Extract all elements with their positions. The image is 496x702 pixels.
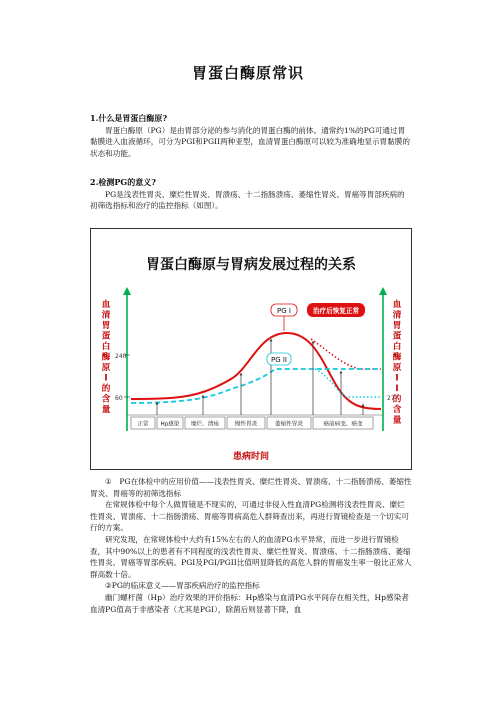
right-axis-glyph: 胃 <box>392 321 402 331</box>
stage-label: 癌前病变、癌变 <box>323 421 363 428</box>
item-2: ②PG的临床意义——胃部疾病治疗的监控指标 <box>105 581 260 591</box>
left-axis-glyph: I <box>104 373 108 384</box>
left-axis-glyph: 含 <box>101 394 111 405</box>
paragraph-3: 幽门螺杆菌（Hp）治疗效果的评价指标：Hp感染与血清PG水平间存在相关性，Hp感染者血清PG值高于非感染者（尤其是PGI），除菌后则显著下降，血 <box>90 592 409 614</box>
right-axis-glyph: 量 <box>392 415 402 426</box>
pg-figure-svg <box>91 229 411 469</box>
tick-27: 27 <box>387 395 395 402</box>
stage-label: 萎缩性胃炎 <box>275 421 303 428</box>
figure-title: 胃蛋白酶原与胃病发展过程的关系 <box>146 257 356 273</box>
left-axis-glyph: 血 <box>101 300 111 310</box>
stage-label: 正常 <box>137 421 149 428</box>
x-axis-label: 患病时间 <box>232 452 270 462</box>
right-axis-glyph: 清 <box>392 310 402 321</box>
left-axis-glyph: 清 <box>101 310 111 321</box>
left-axis-glyph: 量 <box>101 405 111 415</box>
section-1-body: 胃蛋白酶原（PG）是由胃部分泌的参与消化的胃蛋白酶的前体。通常约1%的PG可通过胃黏膜进入血液循环，可分为PGI和PGII两种亚型，血清胃蛋白酶原可以较为准确地显示胃黏膜的状态和功能。 <box>90 125 410 158</box>
section-1 <box>90 113 412 159</box>
pg2-recovery-curve <box>315 369 381 397</box>
paragraph-1: 在常规体检中每个人做胃镜是不现实的，可通过非侵入性血清PG检测将浅表性胃炎、糜烂性胃炎、胃溃疡、十二指肠溃疡、胃癌等胃病高危人群筛查出来，再进行胃镜检查是一个切实可行的方案。 <box>90 500 409 533</box>
recovery-label: 治疗后恢复正常 <box>312 307 360 315</box>
stage-label: 糜烂、溃疡 <box>191 421 219 428</box>
left-axis-glyph: 的 <box>101 384 111 394</box>
right-axis-glyph: 血 <box>392 300 402 310</box>
item-1: ① PG在体检中的应用价值——浅表性胃炎、糜烂性胃炎、胃溃疡、十二指肠溃疡、萎缩性胃炎、胃癌等的初筛选指标 <box>90 477 412 498</box>
page-title: 胃蛋白酶原常识 <box>191 64 304 82</box>
right-axis-glyph: I <box>395 384 399 394</box>
pg1-recovery-curve <box>311 339 381 369</box>
right-axis-label <box>393 298 402 426</box>
section-1-heading: 1.什么是胃蛋白酶原? <box>90 113 168 123</box>
left-axis-glyph: 酶 <box>101 352 111 363</box>
stage-label: 慢性胃炎 <box>234 421 258 428</box>
right-axis-glyph: 的 <box>392 394 402 405</box>
pg2-label: PG II <box>271 356 287 364</box>
left-axis-glyph: 原 <box>101 363 111 373</box>
right-axis-glyph: I <box>395 373 399 384</box>
pg1-label: PG I <box>277 307 291 315</box>
pg1-curve <box>131 333 381 409</box>
stage-boxes <box>131 417 373 429</box>
body-text <box>90 476 412 615</box>
section-2 <box>90 177 412 212</box>
left-axis-glyph: 胃 <box>101 321 111 331</box>
tick-60: 60 <box>115 395 123 402</box>
right-axis-glyph: 酶 <box>392 352 402 363</box>
section-2-body: PG是浅表性胃炎、糜烂性胃炎、胃溃疡、十二指肠溃疡、萎缩性胃炎、胃癌等胃部疾病的初筛选指标和治疗的监控指标（如图）。 <box>90 189 405 211</box>
section-2-heading: 2.检测PG的意义? <box>90 177 156 187</box>
tick-240: 240 <box>115 353 127 360</box>
right-axis-glyph: 白 <box>392 342 402 352</box>
left-axis-glyph: 白 <box>101 342 111 352</box>
left-axis-label <box>102 298 111 415</box>
stage-label: Hp感染 <box>160 421 180 428</box>
right-axis-glyph: 蛋 <box>392 331 402 342</box>
pg-figure <box>90 228 412 470</box>
paragraph-2: 研究发现，在常规体检中大约有15%左右的人的血清PG水平异常，而进一步进行胃镜检查，其中90%以上的患者有不同程度的浅表性胃炎、糜烂性胃炎、胃溃疡、十二指肠溃疡、萎缩性胃炎、胃癌等胃部疾病。PGI及PGI/PGII比值明显降低的高危人群的胃癌发生率一般比正常人群高数十倍。 <box>90 534 412 579</box>
right-axis-glyph: 含 <box>392 405 402 415</box>
left-axis-glyph: 蛋 <box>101 331 111 342</box>
right-axis-glyph: 原 <box>392 363 402 373</box>
